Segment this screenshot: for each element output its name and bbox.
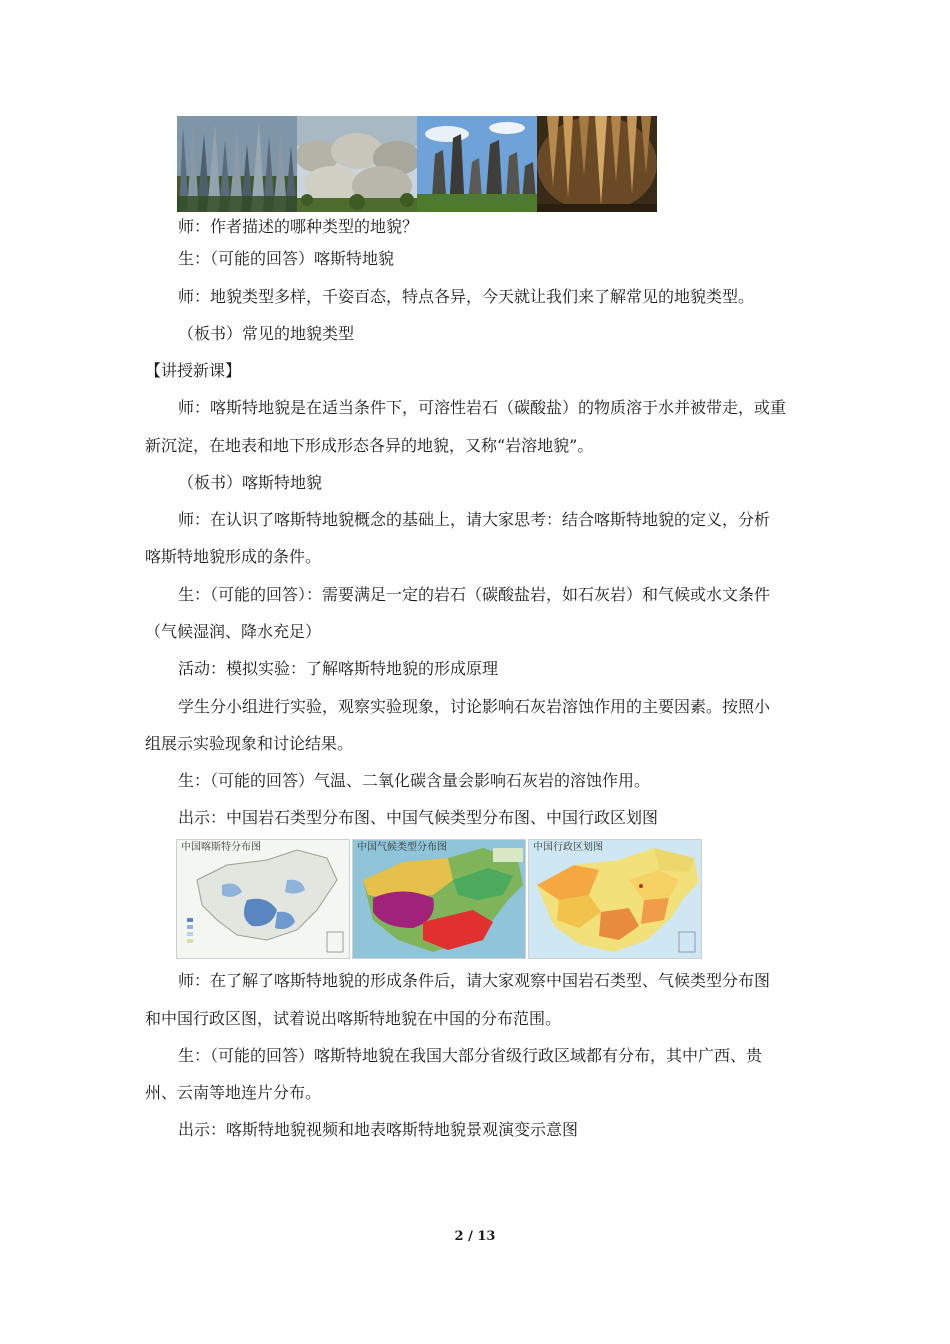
map-title: 中国行政区划图 xyxy=(533,842,603,853)
section-heading: 【讲授新课】 xyxy=(145,361,242,380)
karst-peaks-sky-photo xyxy=(417,116,537,212)
text-line: 师：喀斯特地貌是在适当条件下，可溶性岩石（碳酸盐）的物质溶于水并被带走，或重 xyxy=(178,398,787,417)
china-admin-map xyxy=(528,839,702,959)
text-line: 出示：中国岩石类型分布图、中国气候类型分布图、中国行政区划图 xyxy=(178,808,659,827)
china-climate-map xyxy=(352,839,526,959)
text-line: 喀斯特地貌形成的条件。 xyxy=(145,547,322,566)
text-line: 师：在认识了喀斯特地貌概念的基础上，请大家思考：结合喀斯特地貌的定义，分析 xyxy=(178,510,771,529)
karst-cave-photo xyxy=(537,116,657,212)
text-line: 组展示实验现象和讨论结果。 xyxy=(145,734,354,753)
text-line: 生：（可能的回答）喀斯特地貌 xyxy=(178,249,395,268)
text-line: 师：作者描述的哪种类型的地貌？ xyxy=(178,217,419,236)
text-line: 出示：喀斯特地貌视频和地表喀斯特地貌景观演变示意图 xyxy=(178,1120,579,1139)
karst-rock-field-photo xyxy=(297,116,417,212)
text-line: 学生分小组进行实验，观察实验现象，讨论影响石灰岩溶蚀作用的主要因素。按照小 xyxy=(178,697,771,716)
china-rock-type-map xyxy=(176,839,350,959)
text-line: 活动：模拟实验：了解喀斯特地貌的形成原理 xyxy=(178,659,499,678)
text-line: 生：（可能的回答）喀斯特地貌在我国大部分省级行政区域都有分布，其中广西、贵 xyxy=(178,1046,763,1065)
text-line: 师：地貌类型多样，千姿百态，特点各异，今天就让我们来了解常见的地貌类型。 xyxy=(178,287,755,306)
text-line: 州、云南等地连片分布。 xyxy=(145,1083,322,1102)
karst-stone-forest-photo xyxy=(177,116,297,212)
text-line: 生：（可能的回答）：需要满足一定的岩石（碳酸盐岩，如石灰岩）和气候或水文条件 xyxy=(178,585,771,604)
text-line: （板书）喀斯特地貌 xyxy=(178,473,323,492)
text-line: （板书）常见的地貌类型 xyxy=(178,324,355,343)
china-maps-strip xyxy=(176,839,702,959)
map-title: 中国喀斯特分布图 xyxy=(181,842,261,853)
text-line: 生：（可能的回答）气温、二氧化碳含量会影响石灰岩的溶蚀作用。 xyxy=(178,771,651,790)
text-line: （气候湿润、降水充足） xyxy=(145,622,322,641)
map-title: 中国气候类型分布图 xyxy=(357,842,447,853)
text-line: 师：在了解了喀斯特地貌的形成条件后，请大家观察中国岩石类型、气候类型分布图 xyxy=(178,971,771,990)
karst-photo-strip xyxy=(177,116,657,212)
page-number: 2 / 13 xyxy=(454,1229,496,1244)
text-line: 新沉淀，在地表和地下形成形态各异的地貌，又称“岩溶地貌”。 xyxy=(145,436,594,455)
text-line: 和中国行政区图，试着说出喀斯特地貌在中国的分布范围。 xyxy=(145,1009,562,1028)
